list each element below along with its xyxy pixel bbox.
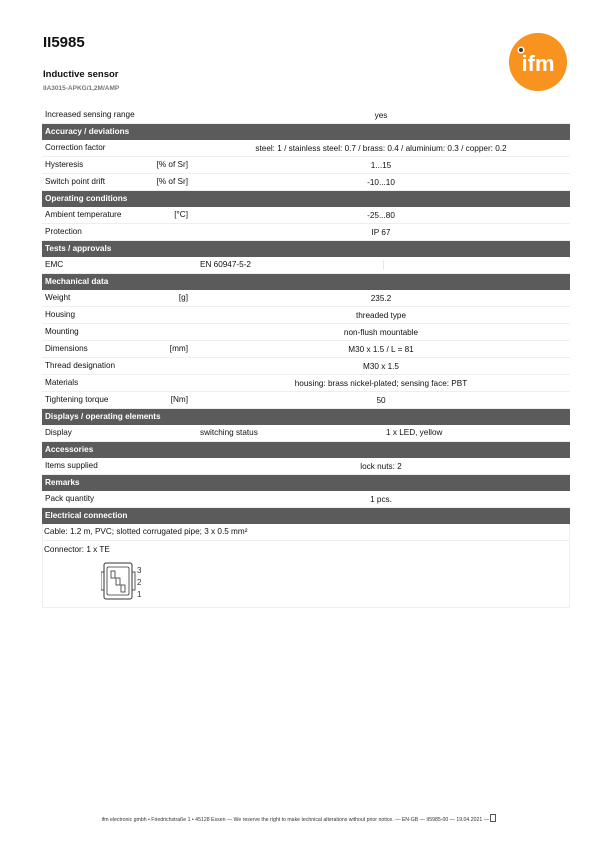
row-label: Housing: [45, 310, 76, 319]
row-pack: [42, 491, 570, 508]
row-label: Tightening torque: [45, 395, 109, 404]
row-value: 1...15: [370, 161, 392, 170]
row-value: housing: brass nickel-plated; sensing face: PBT: [294, 379, 468, 388]
row-label: Switch point drift: [45, 177, 106, 186]
row-label: Weight: [45, 293, 71, 302]
row-unit: [% of Sr]: [156, 177, 188, 186]
connector-diagram-icon: [101, 558, 147, 604]
ifm-logo: [509, 33, 567, 91]
cell-divider: [383, 260, 384, 270]
electrical-box: [42, 524, 570, 608]
row-sublabel: switching status: [200, 428, 258, 437]
row-thread: [42, 358, 570, 375]
section-displays: Displays / operating elements: [42, 409, 570, 425]
row-housing: [42, 307, 570, 324]
row-value: 235.2: [370, 294, 392, 303]
logo-text: ifm: [521, 51, 555, 76]
row-value: yes: [374, 111, 388, 120]
row-value: 1 pcs.: [370, 495, 392, 504]
row-value: 1 x LED, yellow: [386, 428, 443, 437]
row-value: EN 60947-5-2: [200, 260, 251, 269]
row-protection: [42, 224, 570, 241]
row-mounting: [42, 324, 570, 341]
page-number-box: [490, 814, 496, 822]
row-items: [42, 458, 570, 475]
section-electrical: Electrical connection: [42, 508, 570, 524]
row-label: Hysteresis: [45, 160, 84, 169]
section-remarks: Remarks: [42, 475, 570, 491]
row-label: Items supplied: [45, 461, 98, 470]
row-value: steel: 1 / stainless steel: 0.7 / brass: 0.4 / aluminium: 0.3 / copper: 0.2: [255, 144, 507, 153]
row-unit: [g]: [178, 293, 188, 302]
footer-text: ifm electronic gmbh • Friedrichstraße 1 • 45128 Essen — We reserve the right to make technical alterations without prior notice. — EN-GB — II5985-00 — 19.04.2021 —: [101, 817, 489, 823]
page-footer: [0, 814, 598, 823]
row-value: -10...10: [367, 178, 395, 187]
row-unit: [Nm]: [170, 395, 188, 404]
pin-label: 2: [137, 578, 142, 587]
row-label: Mounting: [45, 327, 79, 336]
row-label: Protection: [45, 227, 82, 236]
row-dimensions: [42, 341, 570, 358]
section-operating: Operating conditions: [42, 191, 570, 207]
row-label: Thread designation: [45, 361, 116, 370]
row-label: Display: [45, 428, 72, 437]
row-value: 50: [376, 396, 386, 405]
row-label: Pack quantity: [45, 494, 95, 503]
row-label: Correction factor: [45, 143, 106, 152]
row-value: non-flush mountable: [343, 328, 419, 337]
product-id: II5985: [43, 34, 85, 51]
row-ambient: [42, 207, 570, 224]
row-label: EMC: [45, 260, 64, 269]
spec-table: [42, 107, 570, 608]
row-unit: [mm]: [169, 344, 188, 353]
row-value: M30 x 1.5: [363, 362, 399, 371]
connector-spec: Connector: 1 x TE: [44, 545, 110, 554]
article-number: IIA3015-APKG/1,2M/AMP: [43, 85, 120, 92]
row-hysteresis: [42, 157, 570, 174]
row-value: M30 x 1.5 / L = 81: [348, 345, 414, 354]
row-torque: [42, 392, 570, 409]
product-subtitle: Inductive sensor: [43, 69, 119, 80]
row-unit: [% of Sr]: [156, 160, 188, 169]
row-label: Materials: [45, 378, 79, 387]
row-value: threaded type: [355, 311, 407, 320]
row-correction: [42, 140, 570, 157]
row-emc: [42, 257, 570, 274]
connector-block: [43, 541, 569, 607]
section-accessories: Accessories: [42, 442, 570, 458]
row-unit: [°C]: [174, 210, 188, 219]
pin-label: 3: [137, 566, 142, 575]
section-tests: Tests / approvals: [42, 241, 570, 257]
row-materials: [42, 375, 570, 392]
section-mechanical: Mechanical data: [42, 274, 570, 290]
row-label: Dimensions: [45, 344, 88, 353]
row-drift: [42, 174, 570, 191]
row-label: Ambient temperature: [45, 210, 122, 219]
row-label: Increased sensing range: [45, 110, 135, 119]
section-accuracy: Accuracy / deviations: [42, 124, 570, 140]
row-value: lock nuts: 2: [360, 462, 402, 471]
row-value: -25...80: [367, 211, 395, 220]
row-display: [42, 425, 570, 442]
row-weight: [42, 290, 570, 307]
pin-label: 1: [137, 590, 142, 599]
cable-spec: Cable: 1.2 m, PVC; slotted corrugated pipe; 3 x 0.5 mm²: [43, 524, 569, 541]
row-value: IP 67: [371, 228, 391, 237]
row-increased-range: [42, 107, 570, 124]
